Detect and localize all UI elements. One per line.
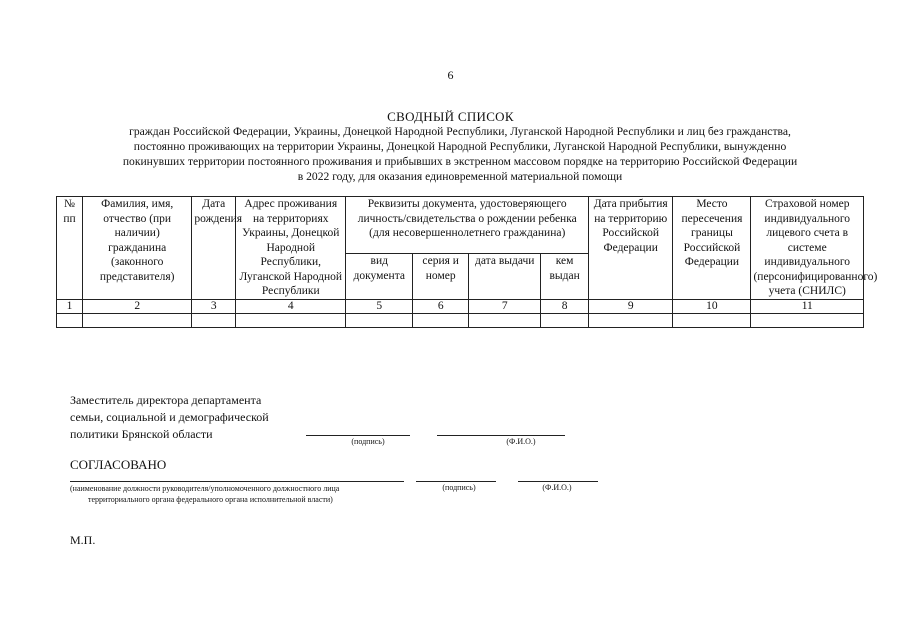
header-birth-date: Дата рождения [192, 197, 236, 300]
header-doc-series: серия и номер [413, 254, 469, 300]
column-number: 8 [541, 299, 589, 313]
column-number: 2 [83, 299, 192, 313]
approval-fio-line [518, 481, 598, 482]
table-cell [751, 313, 864, 327]
column-number: 10 [673, 299, 751, 313]
fio-caption: (Ф.И.О.) [506, 437, 536, 446]
page-number: 6 [447, 68, 454, 82]
column-number: 6 [413, 299, 469, 313]
header-address: Адрес проживания на территориях Украины, Донецкой Народной Республики, Луганской Народной Республики [236, 197, 346, 300]
table-cell [413, 313, 469, 327]
signatory-title-line: Заместитель директора департамента [70, 393, 262, 407]
signatory-title-line: семьи, социальной и демографической [70, 410, 269, 424]
table-cell [83, 313, 192, 327]
signature-line [306, 435, 410, 436]
table-cell [541, 313, 589, 327]
table-cell [57, 313, 83, 327]
subtitle-line: покинувших территории постоянного проживания и прибывших в экстренном массовом порядке на территорию Российской Федерации [122, 155, 798, 168]
subtitle-line: в 2022 году, для оказания единовременной материальной помощи [297, 170, 623, 183]
subtitle-line: граждан Российской Федерации, Украины, Донецкой Народной Республики, Луганской Народной Республики и лиц без гражданства, [129, 125, 791, 138]
subtitle-line: постоянно проживающих на территории Украины, Донецкой Народной Республики, Луганской Народной Республики, вынужденно [133, 140, 787, 153]
header-snils: Страховой номер индивидуального лицевого счета в системе индивидуального (персонифицированного) учета (СНИЛС) [751, 197, 864, 300]
fio-line [437, 435, 565, 436]
header-arrival-date: Дата прибытия на территорию Российской Федерации [589, 197, 673, 300]
approval-signature-caption: (подпись) [442, 483, 476, 492]
position-line [70, 481, 404, 482]
signature-caption: (подпись) [351, 437, 385, 446]
approval-fio-caption: (Ф.И.О.) [542, 483, 572, 492]
table-row [57, 313, 864, 327]
header-border-crossing: Место пересечения границы Российской Федерации [673, 197, 751, 300]
position-caption [70, 483, 415, 505]
column-number: 5 [346, 299, 413, 313]
column-number-row [57, 299, 864, 313]
header-document-group: Реквизиты документа, удостоверяющего личность/свидетельства о рождении ребенка (для несовершеннолетнего гражданина) [346, 197, 589, 254]
header-fio: Фамилия, имя, отчество (при наличии) гражданина (законного представителя) [83, 197, 192, 300]
stamp-placeholder: М.П. [70, 533, 96, 547]
document-title: СВОДНЫЙ СПИСОК [387, 109, 514, 124]
table-cell [673, 313, 751, 327]
document-subtitle [70, 124, 850, 184]
header-doc-date: дата выдачи [469, 254, 541, 300]
column-number: 7 [469, 299, 541, 313]
column-number: 4 [236, 299, 346, 313]
table-cell [589, 313, 673, 327]
table-cell [346, 313, 413, 327]
header-doc-issuer: кем выдан [541, 254, 589, 300]
header-num: № пп [57, 197, 83, 300]
column-number: 9 [589, 299, 673, 313]
position-caption-line: (наименование должности руководителя/уполномоченного должностного лица [70, 484, 340, 493]
table-cell [469, 313, 541, 327]
signatory-title [70, 392, 330, 443]
table-cell [192, 313, 236, 327]
header-doc-type: вид документа [346, 254, 413, 300]
approval-label: СОГЛАСОВАНО [70, 457, 167, 472]
position-caption-line: территориального органа федерального органа исполнительной власти) [88, 495, 333, 504]
table-cell [236, 313, 346, 327]
header-row [57, 197, 864, 254]
column-number: 11 [751, 299, 864, 313]
approval-signature-line [416, 481, 496, 482]
column-number: 1 [57, 299, 83, 313]
signatory-title-line: политики Брянской области [70, 427, 213, 441]
summary-table [56, 196, 878, 328]
column-number: 3 [192, 299, 236, 313]
